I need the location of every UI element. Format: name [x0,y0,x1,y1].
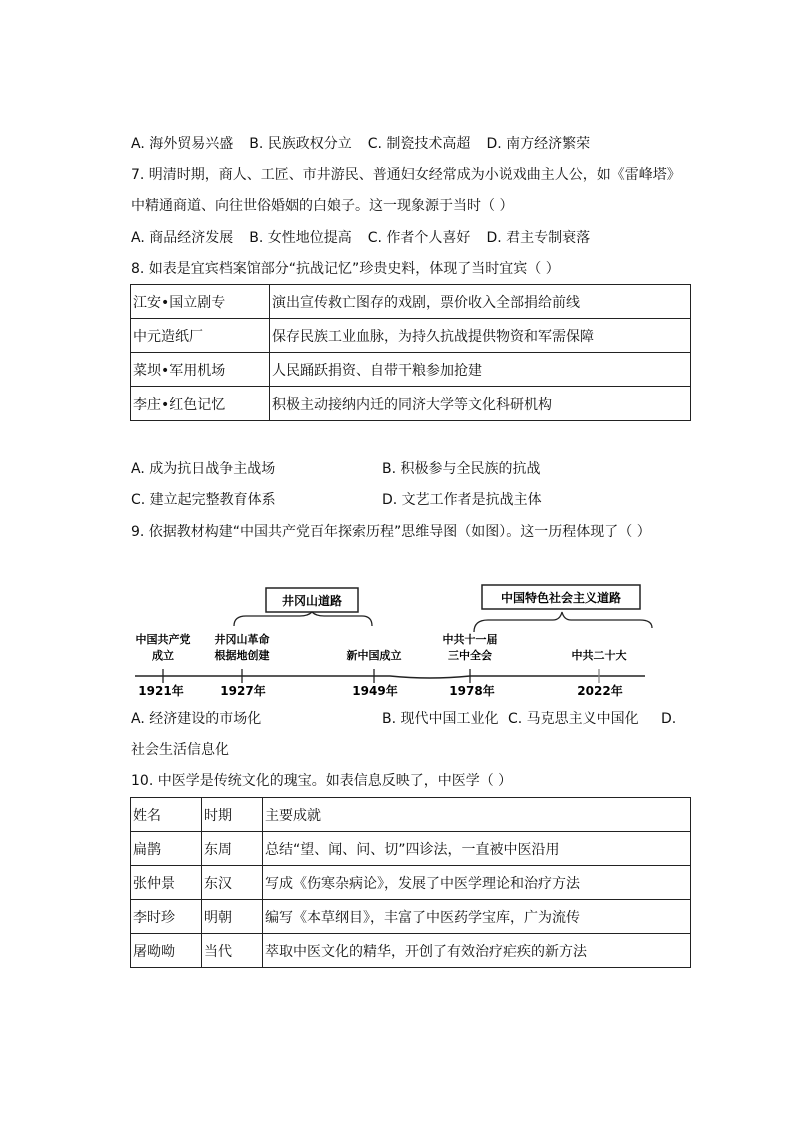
event-2022-label: 中共二十大 [571,649,627,662]
event-1949-label: 新中国成立 [346,649,402,662]
event-1978-line2: 三中全会 [448,649,492,662]
q8-option-c: C. 建立起完整教育体系 [131,492,276,508]
table-row [131,934,691,968]
box-right-label: 中国特色社会主义道路 [500,591,622,605]
q7-option-a: A. 商品经济发展 [131,230,234,246]
table-row [131,866,691,900]
table-cell: 萃取中医文化的精华，开创了有效治疗疟疾的新方法 [263,934,691,968]
event-1927-line1: 井冈山革命 [214,633,270,646]
event-1927-line2: 根据地创建 [214,649,270,662]
table-cell: 总结“望、闻、问、切”四诊法，一直被中医沿用 [263,832,691,866]
event-1921-line1: 中国共产党 [135,633,191,646]
q10-table [130,797,691,968]
q9-option-b: B. 现代中国工业化 [382,711,499,727]
q9-stem: 9. 依据教材构建“中国共产党百年探索历程”思维导图（如图）。这一历程体现了（ ） [131,524,651,540]
table-cell: 中元造纸厂 [131,319,270,353]
timeline-axis [135,676,645,678]
year-label-2022: 2022年 [577,684,623,698]
q9-option-c: C. 马克思主义中国化 [508,711,639,727]
q7-option-b: B. 女性地位提高 [249,230,352,246]
table-cell: 张仲景 [131,866,202,900]
table-cell: 屠呦呦 [131,934,202,968]
brace-right [474,612,652,632]
q7-option-d: D. 君主专制衰落 [486,230,591,246]
q10-stem: 10. 中医学是传统文化的瑰宝。如表信息反映了，中医学（ ） [131,773,513,789]
q7-stem-line1: 7. 明清时期，商人、工匠、市井游民、普通妇女经常成为小说戏曲主人公，如《雷峰塔》 [131,167,681,183]
event-1978-line1: 中共十一届 [442,633,498,646]
q7-option-c: C. 作者个人喜好 [367,230,471,246]
table-cell: 编写《本草纲目》，丰富了中医药学宝库，广为流传 [263,900,691,934]
q8-option-a: A. 成为抗日战争主战场 [131,461,276,477]
q7-stem-line2: 中精通商道、向往世俗婚姻的白娘子。这一现象源于当时（ ） [131,198,514,214]
table-cell: 写成《伤寒杂病论》，发展了中医学理论和治疗方法 [263,866,691,900]
table-cell: 积极主动接纳内迁的同济大学等文化科研机构 [270,387,691,421]
q6-option-a: A. 海外贸易兴盛 [131,136,234,152]
table-header-row [131,798,691,832]
q6-option-c: C. 制瓷技术高超 [367,136,471,152]
table-header-cell: 姓名 [131,798,202,832]
table-cell: 李庄•红色记忆 [131,387,270,421]
year-label-1927: 1927年 [220,684,266,698]
q9-option-a: A. 经济建设的市场化 [131,711,262,727]
q6-option-b: B. 民族政权分立 [249,136,352,152]
q8-option-b: B. 积极参与全民族的抗战 [382,461,541,477]
table-row [131,900,691,934]
table-cell: 明朝 [202,900,263,934]
year-label-1978: 1978年 [449,684,495,698]
table-row [131,832,691,866]
year-label-1949: 1949年 [352,684,398,698]
event-1921-line2: 成立 [152,649,174,662]
table-cell: 扁鹊 [131,832,202,866]
q9-option-d-text: 社会生活信息化 [131,742,229,758]
table-cell: 东周 [202,832,263,866]
q8-stem: 8. 如表是宜宾档案馆部分“抗战记忆”珍贵史料，体现了当时宜宾（ ） [131,261,560,277]
table-cell: 人民踊跃捐资、自带干粮参加抢建 [270,353,691,387]
table-cell: 李时珍 [131,900,202,934]
table-cell: 保存民族工业血脉，为持久抗战提供物资和军需保障 [270,319,691,353]
q6-option-d: D. 南方经济繁荣 [486,136,591,152]
table-cell: 演出宣传救亡图存的戏剧，票价收入全部捐给前线 [270,285,691,319]
box-left-label: 井冈山道路 [281,594,343,608]
brace-left [234,612,372,626]
q8-option-d: D. 文艺工作者是抗战主体 [382,492,542,508]
table-header-cell: 主要成就 [263,798,691,832]
table-cell: 菜坝•军用机场 [131,353,270,387]
year-label-1921: 1921年 [138,684,184,698]
table-cell: 东汉 [202,866,263,900]
table-cell: 当代 [202,934,263,968]
q9-option-d-label: D. [661,711,677,727]
table-cell: 江安•国立剧专 [131,285,270,319]
table-header-cell: 时期 [202,798,263,832]
